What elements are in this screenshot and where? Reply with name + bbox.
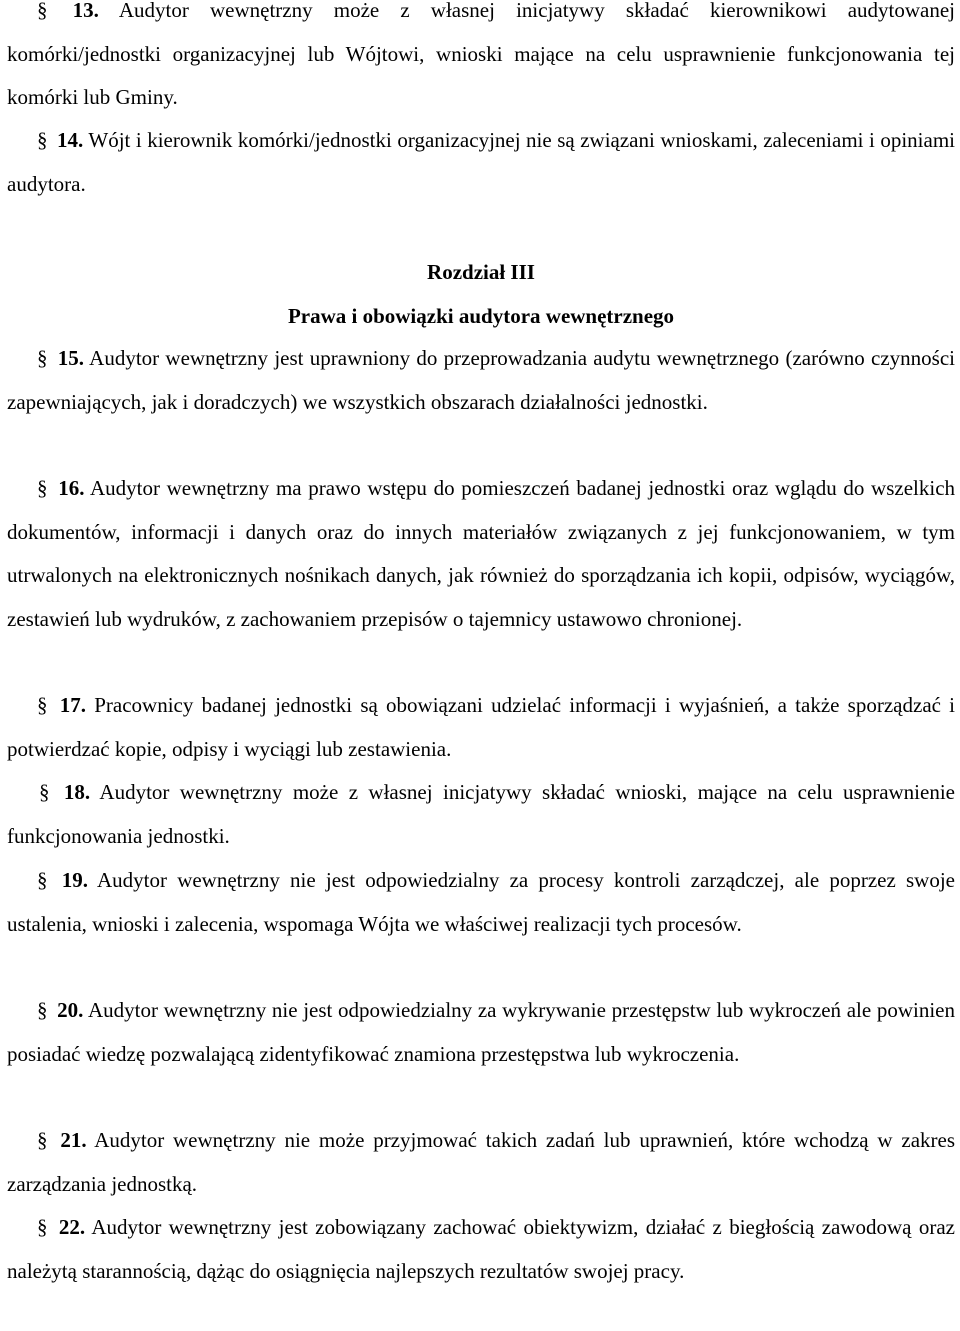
section-marker: § (37, 346, 48, 370)
paragraph-number: 17. (59, 693, 86, 717)
paragraph-22 (7, 1206, 955, 1293)
paragraph-text: Audytor wewnętrzny może z własnej inicjatywy składać kierownikowi audytowanej komórki/jednostki organizacyjnej lub Wójtowi, wnioski mające na celu usprawnienie funkcjonowania tej komórki lub Gminy. (7, 0, 956, 109)
paragraph-number: 13. (72, 0, 99, 22)
paragraph-17 (7, 684, 955, 771)
paragraph-number: 16. (58, 476, 85, 500)
paragraph-number: 14. (57, 128, 84, 152)
section-marker: § (37, 1215, 48, 1239)
paragraph-13 (7, 0, 955, 120)
paragraph-text: Wójt i kierownik komórki/jednostki organizacyjnej nie są związani wnioskami, zaleceniami i opiniami audytora. (7, 128, 955, 196)
section-marker: § (37, 868, 48, 892)
paragraph-text: Audytor wewnętrzny nie może przyjmować takich zadań lub uprawnień, które wchodzą w zakres zarządzania jednostką. (7, 1128, 955, 1196)
paragraph-14 (7, 119, 955, 206)
section-marker: § (37, 128, 48, 152)
paragraph-16 (7, 467, 955, 641)
paragraph-text: Pracownicy badanej jednostki są obowiązani udzielać informacji i wyjaśnień, a także sporządzać i potwierdzać kopie, odpisy i wyciągi lub zestawienia. (7, 693, 956, 761)
section-marker: § (37, 693, 48, 717)
section-marker: § (37, 998, 48, 1022)
paragraph-15 (7, 337, 955, 424)
paragraph-number: 19. (61, 868, 88, 892)
paragraph-number: 22. (58, 1215, 86, 1239)
paragraph-number: 21. (60, 1128, 87, 1152)
chapter-title: Rozdział III (427, 260, 535, 284)
paragraph-21 (7, 1119, 955, 1206)
section-marker: § (37, 0, 48, 22)
section-marker: § (37, 476, 48, 500)
paragraph-text: Audytor wewnętrzny ma prawo wstępu do pomieszczeń badanej jednostki oraz wglądu do wszelkich dokumentów, informacji i danych oraz do innych materiałów związanych z jej funkcjonowaniem, w tym utrwalonych na elektronicznych nośnikach danych, jak również do sporządzania ich kopii, odpisów, wyciągów, zestawień lub wydruków, z zachowaniem przepisów o tajemnicy ustawowo chronionej. (7, 476, 956, 631)
paragraph-text: Audytor wewnętrzny nie jest odpowiedzialny za wykrywanie przestępstw lub wykroczeń ale powinien posiadać wiedzę pozwalającą zidentyfikować znamiona przestępstwa lub wykroczenia. (7, 998, 956, 1066)
section-marker: § (39, 780, 50, 804)
paragraph-number: 15. (57, 346, 85, 370)
paragraph-20 (7, 989, 955, 1076)
paragraph-text: Audytor wewnętrzny nie jest odpowiedzialny za procesy kontroli zarządczej, ale poprzez swoje ustalenia, wnioski i zalecenia, wspomaga Wójta we właściwej realizacji tych procesów. (7, 868, 955, 936)
paragraph-text: Audytor wewnętrzny jest zobowiązany zachować obiektywizm, działać z biegłością zawodową oraz należytą starannością, dążąc do osiągnięcia najlepszych rezultatów swojej pracy. (7, 1215, 955, 1283)
paragraph-text: Audytor wewnętrzny jest uprawniony do przeprowadzania audytu wewnętrznego (zarówno czynności zapewniających, jak i doradczych) we wszystkich obszarach działalności jednostki. (7, 346, 955, 414)
section-marker: § (37, 1128, 48, 1152)
paragraph-18 (7, 771, 955, 858)
chapter-subtitle: Prawa i obowiązki audytora wewnętrznego (287, 304, 675, 328)
paragraph-number: 18. (63, 780, 91, 804)
paragraph-text: Audytor wewnętrzny może z własnej inicjatywy składać wnioski, mające na celu usprawnienie funkcjonowania jednostki. (7, 780, 955, 848)
paragraph-number: 20. (57, 998, 84, 1022)
paragraph-19 (7, 859, 955, 946)
